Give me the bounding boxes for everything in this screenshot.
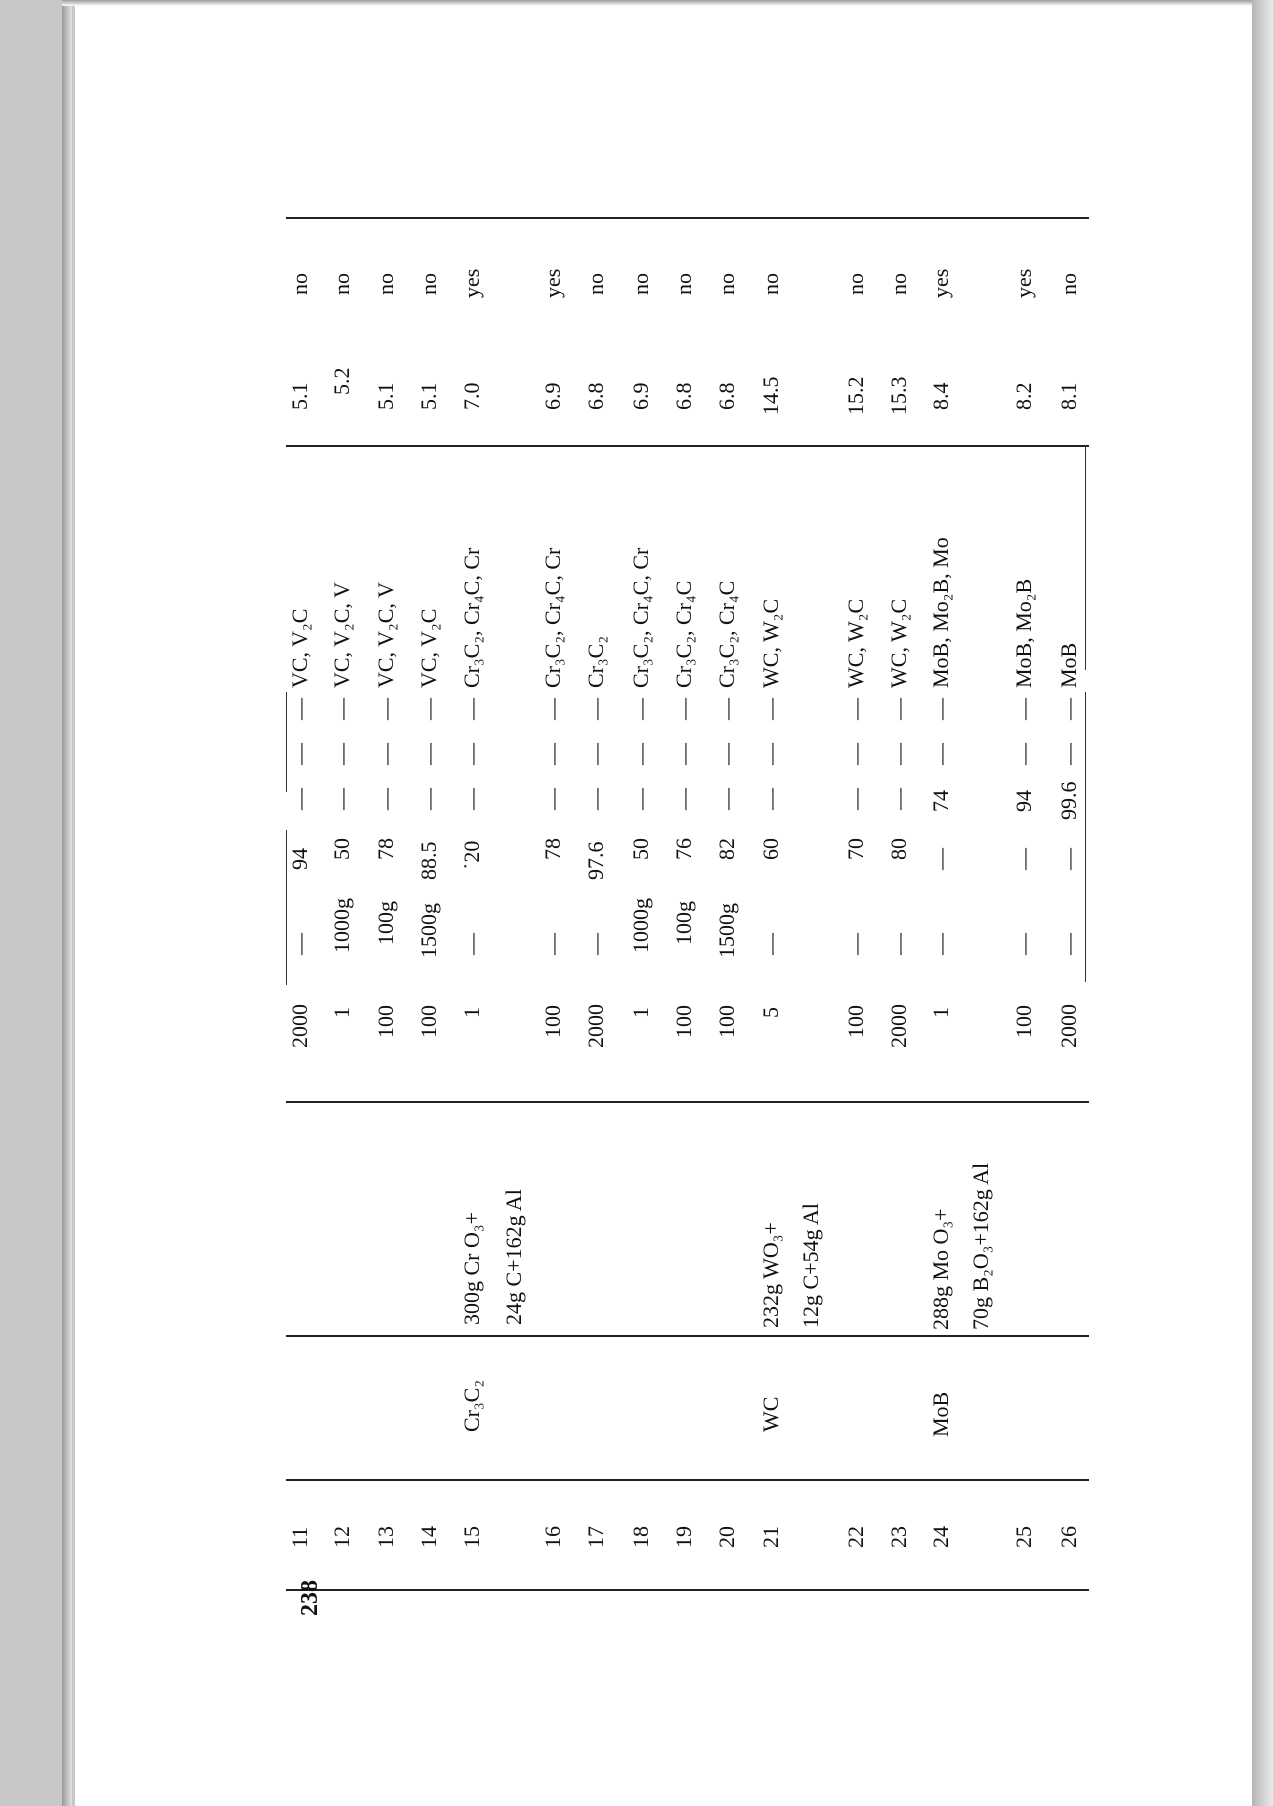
phases: Cr₃C₂, Cr₄C, Cr bbox=[628, 547, 653, 688]
value-col-2: 94 bbox=[1011, 790, 1036, 812]
value-col-2: — bbox=[459, 788, 484, 810]
charge-line-2: 70g B₂O₃+162g Al bbox=[968, 1162, 993, 1330]
result: no bbox=[373, 273, 398, 295]
additive-value: — bbox=[758, 933, 783, 955]
value-col-1: 50 bbox=[329, 838, 354, 860]
phases: Cr₃C₂ bbox=[583, 635, 608, 688]
row-number: 19 bbox=[671, 1526, 696, 1548]
phases: WC, W₂C bbox=[886, 598, 911, 688]
result: no bbox=[843, 273, 868, 295]
result: yes bbox=[1011, 268, 1036, 298]
value-col-3: — bbox=[583, 743, 608, 765]
additive-value: 100g bbox=[671, 901, 696, 945]
mass-value: 2000 bbox=[886, 1004, 911, 1048]
value-col-4: — bbox=[671, 698, 696, 720]
mass-value: 100 bbox=[843, 1005, 868, 1038]
value-col-1: 94 bbox=[287, 848, 312, 870]
value-col-2: — bbox=[714, 788, 739, 810]
phases: VC, V₂C bbox=[416, 608, 441, 688]
mass-value: 2000 bbox=[1056, 1004, 1081, 1048]
book-edge-shadow bbox=[62, 0, 72, 1806]
value-col-2: — bbox=[583, 788, 608, 810]
density-value: 5.1 bbox=[416, 382, 441, 410]
table-rule-mass bbox=[286, 1101, 1089, 1103]
value-col-3: — bbox=[714, 743, 739, 765]
charge-line-1: 288g Mo O₃+ bbox=[928, 1208, 953, 1330]
density-value: 6.9 bbox=[628, 382, 653, 410]
additive-value: — bbox=[459, 933, 484, 955]
row-number: 26 bbox=[1056, 1526, 1081, 1548]
product-name: MoB bbox=[928, 1391, 953, 1437]
phases: Cr₃C₂, Cr₄C bbox=[714, 580, 739, 688]
value-col-3: — bbox=[671, 743, 696, 765]
density-value: 8.4 bbox=[928, 382, 953, 410]
phases: Cr₃C₂, Cr₄C, Cr bbox=[540, 547, 565, 688]
column-divider bbox=[1085, 692, 1086, 982]
value-col-4: — bbox=[540, 698, 565, 720]
book-edge-top bbox=[62, 0, 1252, 6]
row-number: 14 bbox=[416, 1526, 441, 1548]
page-number: 238 bbox=[297, 1580, 323, 1616]
result: no bbox=[583, 273, 608, 295]
row-number: 21 bbox=[758, 1526, 783, 1548]
phases: Cr₃C₂, Cr₄C bbox=[671, 580, 696, 688]
charge-line-2: 12g C+54g Al bbox=[798, 1203, 823, 1328]
value-col-3: — bbox=[416, 743, 441, 765]
mass-value: 100 bbox=[1011, 1005, 1036, 1038]
value-col-1: 88.5 bbox=[416, 841, 441, 880]
value-col-1: — bbox=[1056, 848, 1081, 870]
density-value: 7.0 bbox=[459, 382, 484, 410]
row-number: 17 bbox=[583, 1526, 608, 1548]
additive-value: — bbox=[583, 933, 608, 955]
value-col-1: 78 bbox=[540, 838, 565, 860]
mass-value: 5 bbox=[758, 1007, 783, 1018]
density-value: 8.2 bbox=[1011, 382, 1036, 410]
value-col-1: — bbox=[928, 848, 953, 870]
result: no bbox=[1056, 273, 1081, 295]
additive-value: 100g bbox=[373, 901, 398, 945]
result: yes bbox=[928, 268, 953, 298]
book-edge-right bbox=[1252, 0, 1273, 1806]
value-col-4: — bbox=[843, 698, 868, 720]
additive-value: — bbox=[928, 933, 953, 955]
value-col-4: — bbox=[329, 698, 354, 720]
result: no bbox=[671, 273, 696, 295]
phases: MoB, Mo₂B bbox=[1011, 578, 1036, 688]
result: no bbox=[287, 273, 312, 295]
additive-value: — bbox=[1011, 933, 1036, 955]
row-number: 15 bbox=[459, 1526, 484, 1548]
value-col-2: — bbox=[373, 788, 398, 810]
mass-value: 100 bbox=[540, 1005, 565, 1038]
row-number: 22 bbox=[843, 1526, 868, 1548]
table-rule-charge bbox=[286, 1335, 1089, 1337]
density-value: 5.1 bbox=[287, 382, 312, 410]
density-value: 6.8 bbox=[583, 382, 608, 410]
mass-value: 2000 bbox=[287, 1004, 312, 1048]
phases: Cr₃C₂, Cr₄C, Cr bbox=[459, 547, 484, 688]
value-col-4: — bbox=[416, 698, 441, 720]
value-col-1: ˙20 bbox=[459, 840, 484, 870]
value-col-1: 97.6 bbox=[583, 841, 608, 880]
phases: VC, V₂C, V bbox=[329, 582, 354, 688]
charge-line-1: 300g Cr O₃+ bbox=[459, 1212, 484, 1325]
value-col-3: — bbox=[928, 743, 953, 765]
value-col-2: 74 bbox=[928, 790, 953, 812]
value-col-3: — bbox=[287, 743, 312, 765]
value-col-2: — bbox=[758, 788, 783, 810]
value-col-4: — bbox=[583, 698, 608, 720]
density-value: 5.1 bbox=[373, 382, 398, 410]
value-col-1: 82 bbox=[714, 838, 739, 860]
additive-value: — bbox=[886, 933, 911, 955]
value-col-4: — bbox=[928, 698, 953, 720]
mass-value: 1 bbox=[459, 1007, 484, 1018]
density-value: 6.8 bbox=[714, 382, 739, 410]
value-col-3: — bbox=[373, 743, 398, 765]
value-col-3: — bbox=[540, 743, 565, 765]
result: no bbox=[628, 273, 653, 295]
table-rule-bottom bbox=[286, 1589, 1089, 1591]
value-col-4: — bbox=[714, 698, 739, 720]
mass-value: 1 bbox=[928, 1007, 953, 1018]
row-number: 11 bbox=[287, 1526, 312, 1548]
additive-value: — bbox=[1056, 933, 1081, 955]
result: no bbox=[416, 273, 441, 295]
additive-value: — bbox=[287, 933, 312, 955]
additive-value: 1000g bbox=[329, 898, 354, 953]
value-col-1: 80 bbox=[886, 838, 911, 860]
result: no bbox=[329, 273, 354, 295]
value-col-4: — bbox=[1056, 698, 1081, 720]
value-col-1: 50 bbox=[628, 838, 653, 860]
density-value: 6.8 bbox=[671, 382, 696, 410]
value-col-2: — bbox=[416, 788, 441, 810]
charge-line-2: 24g C+162g Al bbox=[501, 1189, 526, 1325]
additive-value: 1500g bbox=[416, 903, 441, 958]
value-col-2: 99.6 bbox=[1056, 781, 1081, 820]
density-value: 5.2 bbox=[329, 367, 354, 395]
row-number: 12 bbox=[329, 1526, 354, 1548]
value-col-2: — bbox=[329, 788, 354, 810]
value-col-1: — bbox=[1011, 848, 1036, 870]
result: no bbox=[714, 273, 739, 295]
density-value: 15.2 bbox=[843, 376, 868, 415]
table-rule-phase bbox=[286, 445, 1089, 447]
value-col-3: — bbox=[459, 743, 484, 765]
mass-value: 2000 bbox=[583, 1004, 608, 1048]
result: yes bbox=[540, 268, 565, 298]
row-number: 24 bbox=[928, 1526, 953, 1548]
value-col-3: — bbox=[758, 743, 783, 765]
mass-value: 100 bbox=[714, 1005, 739, 1038]
value-col-3: — bbox=[1056, 743, 1081, 765]
value-col-3: — bbox=[886, 743, 911, 765]
additive-value: 1000g bbox=[628, 898, 653, 953]
value-col-2: — bbox=[540, 788, 565, 810]
phases: MoB, Mo₂B, Mo bbox=[928, 537, 953, 688]
phases: VC, V₂C, V bbox=[373, 582, 398, 688]
result: no bbox=[886, 273, 911, 295]
additive-value: — bbox=[843, 933, 868, 955]
value-col-2: — bbox=[671, 788, 696, 810]
result: yes bbox=[459, 268, 484, 298]
mass-value: 1 bbox=[628, 1007, 653, 1018]
value-col-4: — bbox=[373, 698, 398, 720]
row-number: 18 bbox=[628, 1526, 653, 1548]
value-col-2: — bbox=[843, 788, 868, 810]
value-col-3: — bbox=[843, 743, 868, 765]
value-col-3: — bbox=[628, 743, 653, 765]
value-col-4: — bbox=[1011, 698, 1036, 720]
value-col-4: — bbox=[758, 698, 783, 720]
mass-value: 100 bbox=[373, 1005, 398, 1038]
value-col-1: 60 bbox=[758, 838, 783, 860]
value-col-3: — bbox=[329, 743, 354, 765]
column-divider bbox=[1085, 445, 1086, 670]
density-value: 15.3 bbox=[886, 376, 911, 415]
table-rule-product bbox=[286, 1479, 1089, 1481]
value-col-4: — bbox=[628, 698, 653, 720]
mass-value: 1 bbox=[329, 1007, 354, 1018]
value-col-2: — bbox=[287, 788, 312, 810]
mass-value: 100 bbox=[671, 1005, 696, 1038]
mass-value: 100 bbox=[416, 1005, 441, 1038]
row-number: 25 bbox=[1011, 1526, 1036, 1548]
result: no bbox=[758, 273, 783, 295]
value-col-2: — bbox=[628, 788, 653, 810]
value-col-3: — bbox=[1011, 743, 1036, 765]
product-name: WC bbox=[758, 1396, 783, 1432]
phases: VC, V₂C bbox=[287, 608, 312, 688]
value-col-1: 76 bbox=[671, 838, 696, 860]
row-number: 20 bbox=[714, 1526, 739, 1548]
row-number: 23 bbox=[886, 1526, 911, 1548]
phases: MoB bbox=[1056, 642, 1081, 688]
additive-value: — bbox=[540, 933, 565, 955]
product-name: Cr₃C₂ bbox=[459, 1379, 484, 1432]
value-col-1: 78 bbox=[373, 838, 398, 860]
row-number: 13 bbox=[373, 1526, 398, 1548]
density-value: 8.1 bbox=[1056, 382, 1081, 410]
table-rule-top bbox=[286, 217, 1089, 219]
value-col-1: 70 bbox=[843, 838, 868, 860]
value-col-4: — bbox=[459, 698, 484, 720]
density-value: 6.9 bbox=[540, 382, 565, 410]
density-value: 14.5 bbox=[758, 376, 783, 415]
phases: WC, W₂C bbox=[843, 598, 868, 688]
value-col-4: — bbox=[886, 698, 911, 720]
additive-value: 1500g bbox=[714, 903, 739, 958]
row-number: 16 bbox=[540, 1526, 565, 1548]
phases: WC, W₂C bbox=[758, 598, 783, 688]
value-col-2: — bbox=[886, 788, 911, 810]
value-col-4: — bbox=[287, 698, 312, 720]
charge-line-1: 232g WO₃+ bbox=[758, 1222, 783, 1328]
